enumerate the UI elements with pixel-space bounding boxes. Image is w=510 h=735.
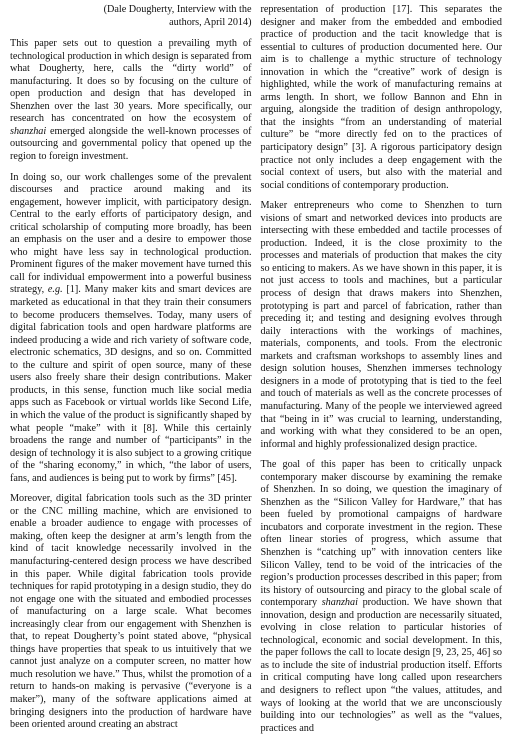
right-column bbox=[260, 4, 503, 734]
paragraph: representation of production [17]. This separates the designer and maker from the embedded and embodied practice of production and the tacit knowledge that is essential to cultures of production documented here. Our aim is to challenge a mythic structure of technology innovation in which the “creative” work of design is highlighted, while the work of manufacturing remains at arms length. In short, we follow Bannon and Ehn in arguing, alongside the tradition of design anthropology, that the insights “from an understanding of material culture” be “more directly fed on to the practices of participatory design” [3]. A rigorous participatory design practice not only includes a deep engagement with the social context of users, but also with the material and social conditions of contemporary production. bbox=[260, 4, 502, 191]
paragraph: In doing so, our work challenges some of the prevalent discourses and practice around making and its engagement, however implicit, with participatory design. Central to the early efforts of participatory design, and critical scholarship of computing more broadly, has been an emphasis on the user and a desire to empower those who might have less say in technological production. Prominent figures of the maker movement have turned this call for individual empowerment into a powerful business strategy, e.g. [1]. Many maker kits and smart devices are marketed as educational in that they train their consumers to become producers themselves. Today, many users of digital fabrication tools and open hardware platforms are indeed producing a wide and rich variety of software code, electronic schematics, 3D designs, and so on. Committed to the culture and spirit of open source, many of these users also freely share their design contributions. Maker products, in this sense, function much like social media apps such as Facebook or virtual worlds like Second Life, in which the value of the product is significantly shaped by what people “make” with it [8]. While this certainly broadens the range and number of “participants” in the design of technology it is also subject to a growing critique of the “sharing economy,” in which, “the labor of users, fans, and audiences is being put to work by firms” [45]. bbox=[10, 171, 252, 484]
italic-term: shanzhai bbox=[10, 125, 47, 137]
italic-term: e.g. bbox=[47, 284, 63, 296]
attribution-line-2: authors, April 2014) bbox=[169, 16, 252, 28]
paragraph: Moreover, digital fabrication tools such as the 3D printer or the CNC milling machine, which are envisioned to enable a broader audience to engage with processes of making, often keep the designer at arm’s length from the kind of tacit knowledge necessarily involved in the manufacturing-centered design process we have described in this paper. While digital fabrication tools provide techniques for rapid prototyping in a design studio, they do not engage one with the situated and embodied processes of manufacturing on a large scale. What becomes increasingly clear from our engagement with Shenzhen is that, to repeat Dougherty’s point stated above, “physical things have properties that speak to us intuitively that we cannot just analyze on a computer screen, no matter how much resolution we have.” Thus, whilst the promotion of a return to hands-on making is pervasive (“everyone is a maker”), many of the software applications aimed at bringing designers into the production of hardware have been oriented around creating an abstract bbox=[10, 493, 252, 731]
attribution-line-1: (Dale Dougherty, Interview with the bbox=[103, 4, 252, 15]
quote-attribution bbox=[10, 4, 252, 29]
paragraph: The goal of this paper has been to critically unpack contemporary maker discourse by examining the remake of Shenzhen. In so doing, we question the imaginary of Shenzhen as the “Silicon Valley for Hardware,” that has been fueled by promotional campaigns of hardware incubators and corporate investment in the region. These often linear stories of progress, which assume that Shenzhen is “catching up” with innovation centers like Silicon Valley, tend to be void of the intricacies of the region’s production processes described in this paper; from its history of outsourcing and piracy to the global scale of contemporary shanzhai production. We have shown that innovation, design and production are necessarily situated, evolving in close relation to particular histories of technological, economic and social development. In this, the paper follows the call to locate design [9, 23, 25, 46] so as to include the site of industrial production itself. Efforts in critical computing have long called upon researchers and designers to reflect upon “the values, attitudes, and ways of looking at the world that we are unconsciously building into our technologies” as well as the “values, practices and bbox=[260, 459, 502, 734]
paragraph: Maker entrepreneurs who come to Shenzhen to turn visions of smart and networked devices into products are intersecting with these embedded and tactile processes of production. Indeed, it is the close proximity to the processes and materials of production that makes the city so enticing to makers. As we have shown in this paper, it is not just access to tools and machines, but a particular process of design that draws makers into Shenzhen, prototyping is part and parcel of fabrication, rather than preceding it; and testing and designing evolves through daily interactions with the workings of machines, materials, components, and tools. From the electronic markets and craftsman workshops to assembly lines and design solution houses, Shenzhen immerses technology designers in a mode of prototyping that is tied to the feel and touch of materials as well as the concrete processes of manufacturing. Many of the people we interviewed agreed that “being in it” was crucial to learning, understanding, and working with what they considered to be an open, informal and highly professionalized design practice. bbox=[260, 200, 502, 450]
left-column bbox=[10, 4, 252, 731]
italic-term: shanzhai bbox=[321, 597, 358, 609]
paragraph: This paper sets out to question a prevailing myth of technological production in which design is separated from what Dougherty, here, calls the “dirty world” of manufacturing. It does so by focusing on the culture of open production and design that has developed in Shenzhen over the last 30 years. More specifically, our research has concentrated on how the ecosystem of shanzhai emerged alongside the well-known processes of outsourcing and governmental policy that opened up the region to foreign investment. bbox=[10, 38, 252, 163]
